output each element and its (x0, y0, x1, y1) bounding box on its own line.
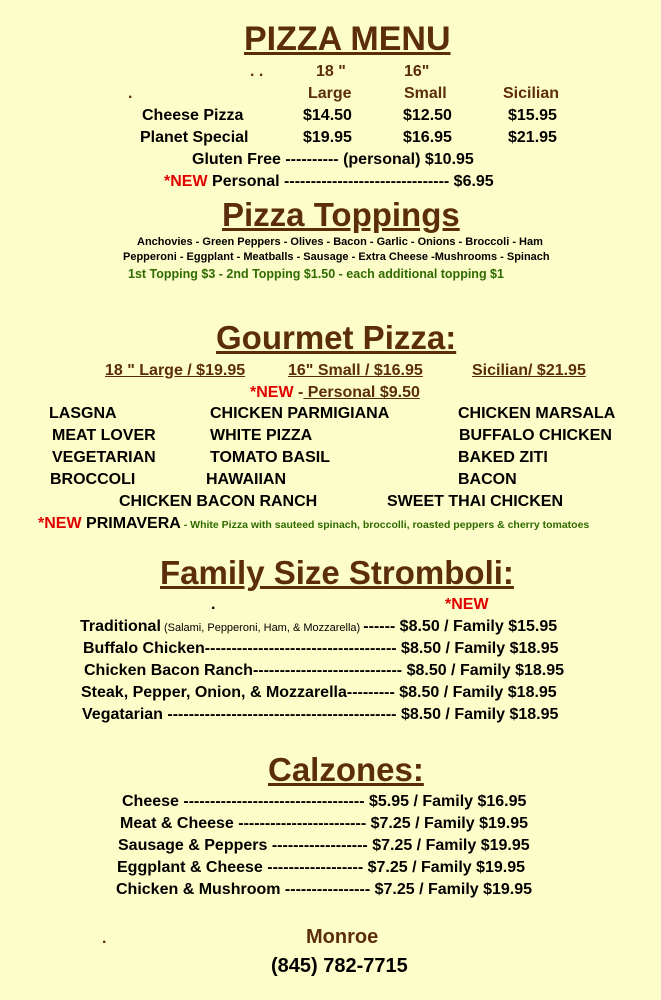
calzones-title: Calzones: (268, 751, 424, 788)
gourmet-item: HAWAIIAN (206, 471, 286, 488)
stromboli-item-price: ------ $8.50 / Family $15.95 (363, 618, 558, 635)
gourmet-item: BAKED ZITI (458, 449, 548, 466)
toppings-line-2: Pepperoni - Eggplant - Meatballs - Sausage - Extra Cheese -Mushrooms - Spinach (123, 251, 550, 263)
stromboli-item (80, 618, 557, 636)
stromboli-item-price: ------------------------------------ $8.50 / Family $18.95 (204, 640, 559, 657)
gourmet-item: BROCCOLI (50, 471, 136, 488)
item-price-sicilian: $15.95 (508, 107, 557, 124)
stromboli-item (82, 706, 558, 724)
stromboli-item-note: (Salami, Pepperoni, Ham, & Mozzarella) (160, 622, 364, 634)
personal-price-text: Personal ------------------------------- $6.95 (212, 173, 494, 190)
item-name: Cheese Pizza (142, 107, 244, 124)
item-price-small: $12.50 (403, 107, 452, 124)
gourmet-title: Gourmet Pizza: (216, 319, 457, 356)
stromboli-item (81, 684, 557, 702)
gourmet-item: CHICKEN PARMIGIANA (210, 405, 390, 422)
stromboli-item-price: --------- $8.50 / Family $18.95 (346, 684, 557, 701)
primavera-name: PRIMAVERA (86, 515, 181, 532)
gourmet-item: VEGETARIAN (52, 449, 156, 466)
stromboli-item-name: Chicken Bacon Ranch (84, 662, 253, 679)
size-18: 18 " (316, 63, 346, 80)
new-personal-line (164, 173, 494, 191)
gourmet-item: MEAT LOVER (52, 427, 156, 444)
gourmet-item: TOMATO BASIL (210, 449, 330, 466)
gourmet-price-small: 16" Small / $16.95 (288, 362, 423, 379)
gourmet-item: SWEET THAI CHICKEN (387, 493, 563, 510)
item-price-large: $19.95 (303, 129, 352, 146)
primavera-description: - White Pizza with sauteed spinach, broccolli, roasted peppers & cherry tomatoes (180, 519, 590, 531)
pizza-menu-title: PIZZA MENU (244, 20, 451, 58)
header-sicilian: Sicilian (503, 85, 560, 102)
gourmet-price-large: 18 " Large / $19.95 (105, 362, 246, 379)
footer-phone[interactable]: (845) 782-7715 (271, 955, 408, 977)
stromboli-item-name: Buffalo Chicken (83, 640, 205, 657)
stromboli-item (83, 640, 559, 658)
toppings-pricing: 1st Topping $3 - 2nd Topping $1.50 - each additional topping $1 (128, 267, 504, 281)
stromboli-item-name: Traditional (80, 618, 161, 635)
stromboli-item-price: ---------------------------- $8.50 / Family $18.95 (252, 662, 565, 679)
header-small: Small (404, 85, 447, 102)
stromboli-dot: . (211, 596, 216, 613)
primavera-line (38, 515, 589, 533)
gourmet-personal-line: *NEW - Personal $9.50 (250, 384, 420, 401)
calzone-item: Meat & Cheese ------------------------ $7.25 / Family $19.95 (120, 815, 529, 832)
gourmet-item: BACON (458, 471, 517, 488)
gourmet-item: BUFFALO CHICKEN (459, 427, 612, 444)
stromboli-item-price: ------------------------------------------- $8.50 / Family $18.95 (162, 706, 559, 723)
item-price-small: $16.95 (403, 129, 452, 146)
item-price-large: $14.50 (303, 107, 352, 124)
calzone-item: Sausage & Peppers ------------------ $7.25 / Family $19.95 (118, 837, 530, 854)
size-16: 16" (404, 63, 430, 80)
gourmet-item: WHITE PIZZA (210, 427, 313, 444)
header-dot: . (128, 85, 133, 102)
item-price-sicilian: $21.95 (508, 129, 557, 146)
footer-dot: . (102, 930, 107, 947)
new-badge: *NEW (164, 173, 208, 190)
header-large: Large (308, 85, 352, 102)
item-name: Planet Special (140, 129, 249, 146)
stromboli-item-name: Vegatarian (82, 706, 163, 723)
footer-location: Monroe (306, 926, 379, 948)
gourmet-item: CHICKEN BACON RANCH (119, 493, 318, 510)
calzone-item: Cheese ---------------------------------- $5.95 / Family $16.95 (122, 793, 527, 810)
gourmet-item: LASGNA (49, 405, 117, 422)
toppings-line-1: Anchovies - Green Peppers - Olives - Bacon - Garlic - Onions - Broccoli - Ham (137, 236, 543, 248)
size-dots: . . (250, 63, 264, 80)
stromboli-item (84, 662, 564, 680)
new-badge: *NEW (445, 596, 489, 613)
calzone-item: Eggplant & Cheese ------------------ $7.25 / Family $19.95 (117, 859, 526, 876)
gourmet-item: CHICKEN MARSALA (458, 405, 616, 422)
gluten-free-line: Gluten Free ---------- (personal) $10.95 (192, 151, 474, 168)
new-badge: *NEW (250, 384, 294, 401)
gourmet-personal-price: Personal $9.50 (303, 384, 420, 401)
toppings-title: Pizza Toppings (222, 196, 460, 233)
gourmet-price-sicilian: Sicilian/ $21.95 (472, 362, 586, 379)
stromboli-item-name: Steak, Pepper, Onion, & Mozzarella (81, 684, 347, 701)
calzone-item: Chicken & Mushroom ---------------- $7.25 / Family $19.95 (116, 881, 533, 898)
stromboli-title: Family Size Stromboli: (160, 554, 514, 591)
new-badge: *NEW (38, 515, 82, 532)
